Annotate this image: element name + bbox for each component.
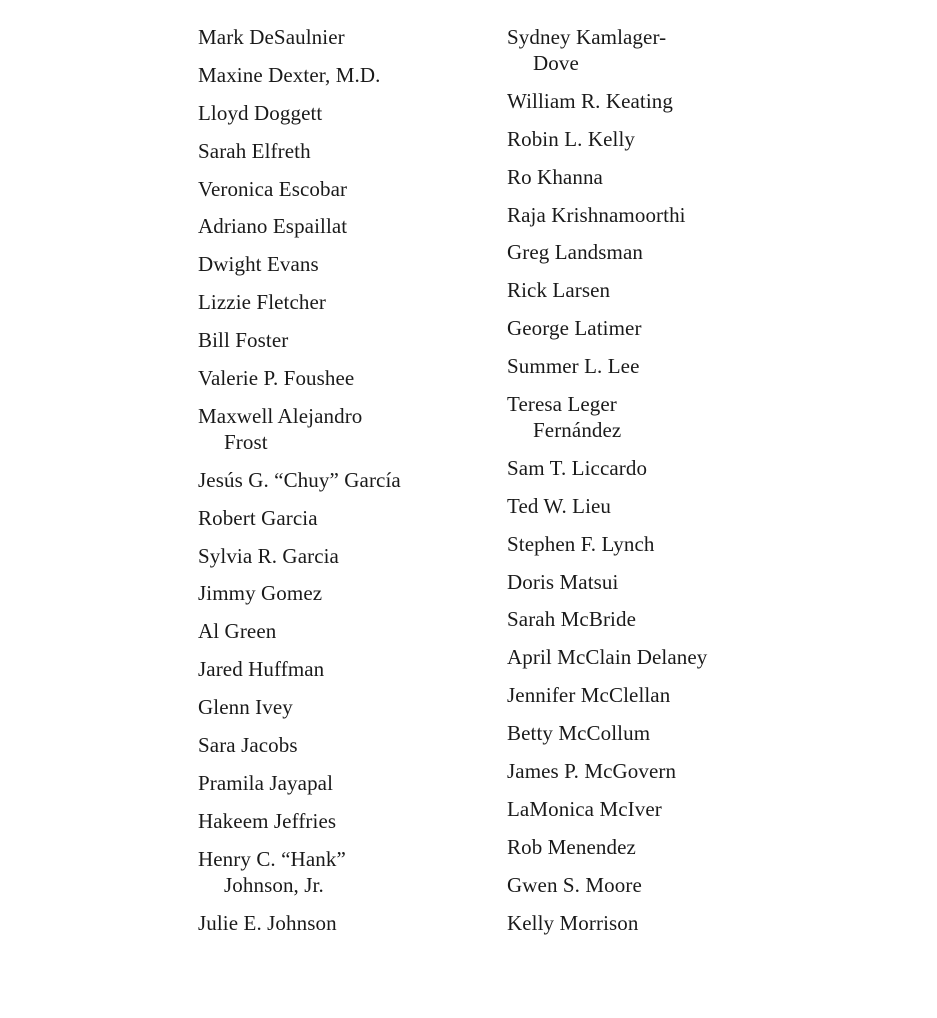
member-name — [507, 202, 807, 228]
member-name-line: Henry C. “Hank” — [198, 846, 346, 871]
member-name-line: Valerie P. Foushee — [198, 366, 355, 391]
member-name — [507, 126, 807, 152]
member-name-line: Sylvia R. Garcia — [198, 543, 339, 568]
member-name — [198, 694, 488, 720]
member-name — [198, 732, 488, 758]
member-name-line: Glenn Ivey — [198, 695, 293, 720]
member-name-line: Greg Landsman — [507, 240, 644, 265]
member-name-line: Kelly Morrison — [507, 910, 639, 935]
member-name — [507, 455, 807, 481]
member-name — [507, 606, 807, 632]
member-name — [198, 176, 488, 202]
member-name-line: LaMonica McIver — [507, 796, 662, 821]
member-name-line: Gwen S. Moore — [507, 872, 642, 897]
member-name-line: Maxine Dexter, M.D. — [198, 62, 381, 87]
member-name-line: Raja Krishnamoorthi — [507, 202, 686, 227]
member-name-line: Jesús G. “Chuy” García — [198, 467, 401, 492]
member-name-line: Bill Foster — [198, 328, 289, 353]
member-name — [198, 770, 488, 796]
member-name-line: Sydney Kamlager- — [507, 25, 667, 49]
member-name-line: Ro Khanna — [507, 164, 603, 189]
member-name-continuation: Frost — [224, 429, 268, 454]
member-name — [507, 239, 807, 265]
member-name — [507, 872, 807, 898]
member-name-line: Doris Matsui — [507, 569, 619, 594]
member-name — [198, 656, 488, 682]
member-name — [198, 24, 488, 50]
member-name-line: Sara Jacobs — [198, 733, 298, 758]
member-name-line: Julie E. Johnson — [198, 910, 337, 935]
member-name — [507, 164, 807, 190]
member-name-line: George Latimer — [507, 316, 642, 341]
member-name-line: Adriano Espaillat — [198, 214, 348, 239]
member-name-continuation: Dove — [533, 51, 579, 75]
member-name — [507, 834, 807, 860]
member-name-line: Rob Menendez — [507, 834, 636, 859]
member-name-line: Sarah Elfreth — [198, 138, 311, 163]
member-name-line: Al Green — [198, 619, 277, 644]
member-name — [507, 493, 807, 519]
member-name — [198, 100, 488, 126]
member-name-line: April McClain Delaney — [507, 645, 708, 670]
member-name — [198, 580, 488, 606]
member-name-line: Jared Huffman — [198, 657, 325, 682]
member-name — [507, 796, 807, 822]
member-name — [198, 846, 488, 898]
names-column-right — [507, 24, 807, 947]
member-name-line: Stephen F. Lynch — [507, 531, 655, 556]
member-name-line: Jennifer McClellan — [507, 683, 671, 708]
member-name-line: Ted W. Lieu — [507, 493, 612, 518]
member-name — [198, 910, 488, 936]
member-name-line: Rick Larsen — [507, 278, 611, 303]
member-name — [507, 88, 807, 114]
member-name — [507, 569, 807, 595]
member-name-line: James P. McGovern — [507, 759, 677, 784]
member-name-line: Hakeem Jeffries — [198, 808, 337, 833]
member-name-line: Lloyd Doggett — [198, 100, 323, 125]
member-name-line: Veronica Escobar — [198, 176, 348, 201]
member-name-line: Pramila Jayapal — [198, 770, 334, 795]
member-name-line: Lizzie Fletcher — [198, 290, 327, 315]
member-name — [507, 277, 807, 303]
member-name-line: William R. Keating — [507, 88, 674, 113]
member-name — [198, 505, 488, 531]
member-name-line: Sam T. Liccardo — [507, 455, 648, 480]
member-name — [507, 758, 807, 784]
member-name-line: Sarah McBride — [507, 607, 637, 632]
member-name — [507, 353, 807, 379]
member-name-line: Teresa Leger — [507, 392, 617, 417]
member-name-line: Maxwell Alejandro — [198, 403, 363, 428]
member-name-line: Summer L. Lee — [507, 354, 640, 379]
member-name — [507, 315, 807, 341]
names-column-left — [198, 24, 488, 947]
member-name — [198, 62, 488, 88]
member-name — [198, 618, 488, 644]
member-name-line: Mark DeSaulnier — [198, 25, 345, 49]
member-name — [507, 720, 807, 746]
member-name-continuation: Fernández — [533, 418, 622, 443]
member-name-line: Betty McCollum — [507, 721, 651, 746]
member-name — [198, 251, 488, 277]
member-name-continuation: Johnson, Jr. — [224, 872, 324, 897]
member-name — [198, 138, 488, 164]
member-name — [507, 531, 807, 557]
member-name — [507, 24, 807, 76]
member-name — [198, 467, 488, 493]
member-name — [507, 391, 807, 443]
member-name — [198, 543, 488, 569]
member-name — [198, 403, 488, 455]
member-name-line: Robert Garcia — [198, 505, 318, 530]
member-name — [507, 910, 807, 936]
member-name — [198, 289, 488, 315]
member-name — [198, 808, 488, 834]
member-name — [198, 213, 488, 239]
member-name-line: Jimmy Gomez — [198, 581, 323, 606]
member-name-line: Robin L. Kelly — [507, 126, 635, 151]
member-name — [507, 644, 807, 670]
member-name — [198, 365, 488, 391]
member-name-line: Dwight Evans — [198, 252, 319, 277]
member-name — [198, 327, 488, 353]
member-name — [507, 682, 807, 708]
